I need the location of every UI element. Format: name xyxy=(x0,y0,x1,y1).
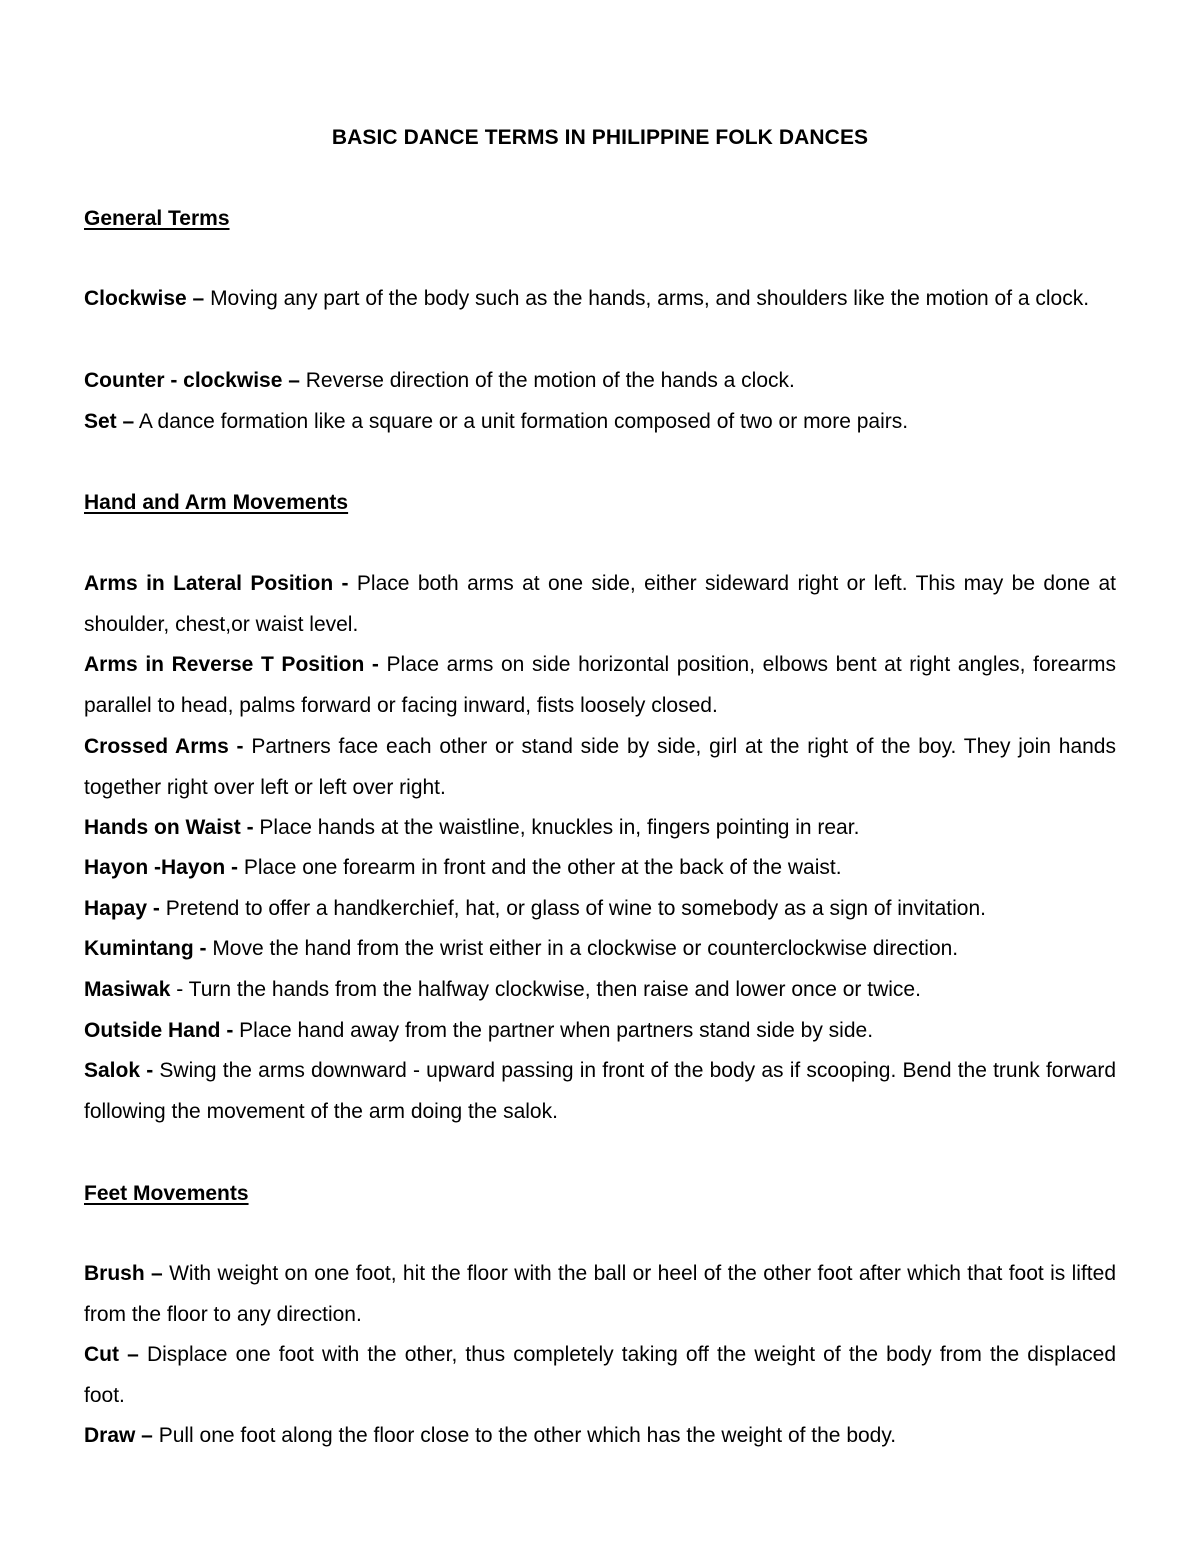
term-entry-set xyxy=(84,402,1116,443)
section-heading-hand-arm-movements: Hand and Arm Movements xyxy=(84,491,349,514)
term-entry-outside-hand xyxy=(84,1011,1116,1052)
term-definition: Place hand away from the partner when partners stand side by side. xyxy=(233,1019,874,1042)
term-entry-kumintang xyxy=(84,929,1116,970)
term-entry-hayon-hayon xyxy=(84,848,1116,889)
term-name: Brush – xyxy=(84,1262,163,1285)
term-definition: Pretend to offer a handkerchief, hat, or glass of wine to somebody as a sign of invitation. xyxy=(159,897,986,920)
term-name: Draw – xyxy=(84,1424,153,1447)
term-name: Counter - clockwise – xyxy=(84,369,300,392)
term-name: Set – xyxy=(84,410,135,433)
term-definition: Partners face each other or stand side by side, girl at the right of the boy. They join hands together right over left or left over right. xyxy=(84,735,1116,799)
term-entry-crossed-arms xyxy=(84,727,1116,809)
term-entry-cut xyxy=(84,1335,1116,1417)
term-definition: Move the hand from the wrist either in a clockwise or counterclockwise direction. xyxy=(206,937,959,960)
term-entry-counter-clockwise xyxy=(84,361,1116,402)
term-entry-arms-reverse-t-position xyxy=(84,645,1116,727)
term-name: Hayon -Hayon - xyxy=(84,856,239,879)
term-name: Kumintang - xyxy=(84,937,207,960)
term-entry-brush xyxy=(84,1254,1116,1336)
term-definition: Place arms on side horizontal position, elbows bent at right angles, forearms parallel to head, palms forward or facing inward, fists loosely closed. xyxy=(84,653,1116,717)
term-definition: Swing the arms downward - upward passing in front of the body as if scooping. Bend the trunk forward following the movement of the arm doing the salok. xyxy=(84,1059,1117,1123)
term-entry-clockwise xyxy=(84,279,1116,320)
section-heading-general-terms: General Terms xyxy=(84,207,230,230)
term-name: Cut – xyxy=(84,1343,139,1366)
term-name: Hapay - xyxy=(84,897,160,920)
term-name: Outside Hand - xyxy=(84,1019,234,1042)
term-name: Arms in Lateral Position - xyxy=(84,572,349,595)
term-definition: With weight on one foot, hit the floor with the ball or heel of the other foot after which that foot is lifted from the floor to any direction. xyxy=(84,1262,1117,1326)
term-definition: Place hands at the waistline, knuckles in, fingers pointing in rear. xyxy=(253,816,860,839)
term-definition: - Turn the hands from the halfway clockwise, then raise and lower once or twice. xyxy=(170,978,921,1001)
term-definition: Displace one foot with the other, thus completely taking off the weight of the body from the displaced foot. xyxy=(84,1343,1117,1407)
term-definition: Moving any part of the body such as the hands, arms, and shoulders like the motion of a clock. xyxy=(204,287,1090,310)
term-name: Hands on Waist - xyxy=(84,816,254,839)
term-definition: Place both arms at one side, either sideward right or left. This may be done at shoulder, chest,or waist level. xyxy=(84,572,1116,636)
term-definition: Place one forearm in front and the other at the back of the waist. xyxy=(238,856,842,879)
term-entry-salok xyxy=(84,1051,1116,1133)
term-name: Clockwise – xyxy=(84,287,205,310)
term-definition: A dance formation like a square or a unit formation composed of two or more pairs. xyxy=(134,410,909,433)
term-definition: Pull one foot along the floor close to the other which has the weight of the body. xyxy=(152,1424,897,1447)
term-definition: Reverse direction of the motion of the hands a clock. xyxy=(299,369,795,392)
term-entry-hands-on-waist xyxy=(84,808,1116,849)
term-entry-masiwak xyxy=(84,970,1116,1011)
term-entry-arms-lateral-position xyxy=(84,564,1116,646)
term-name: Crossed Arms - xyxy=(84,735,244,758)
term-name: Salok - xyxy=(84,1059,154,1082)
term-entry-hapay xyxy=(84,889,1116,930)
term-name: Arms in Reverse T Position - xyxy=(84,653,379,676)
term-entry-draw xyxy=(84,1416,1116,1457)
document-title: BASIC DANCE TERMS IN PHILIPPINE FOLK DANCES xyxy=(331,126,869,149)
section-heading-feet-movements: Feet Movements xyxy=(84,1182,249,1205)
term-name: Masiwak xyxy=(84,978,171,1001)
